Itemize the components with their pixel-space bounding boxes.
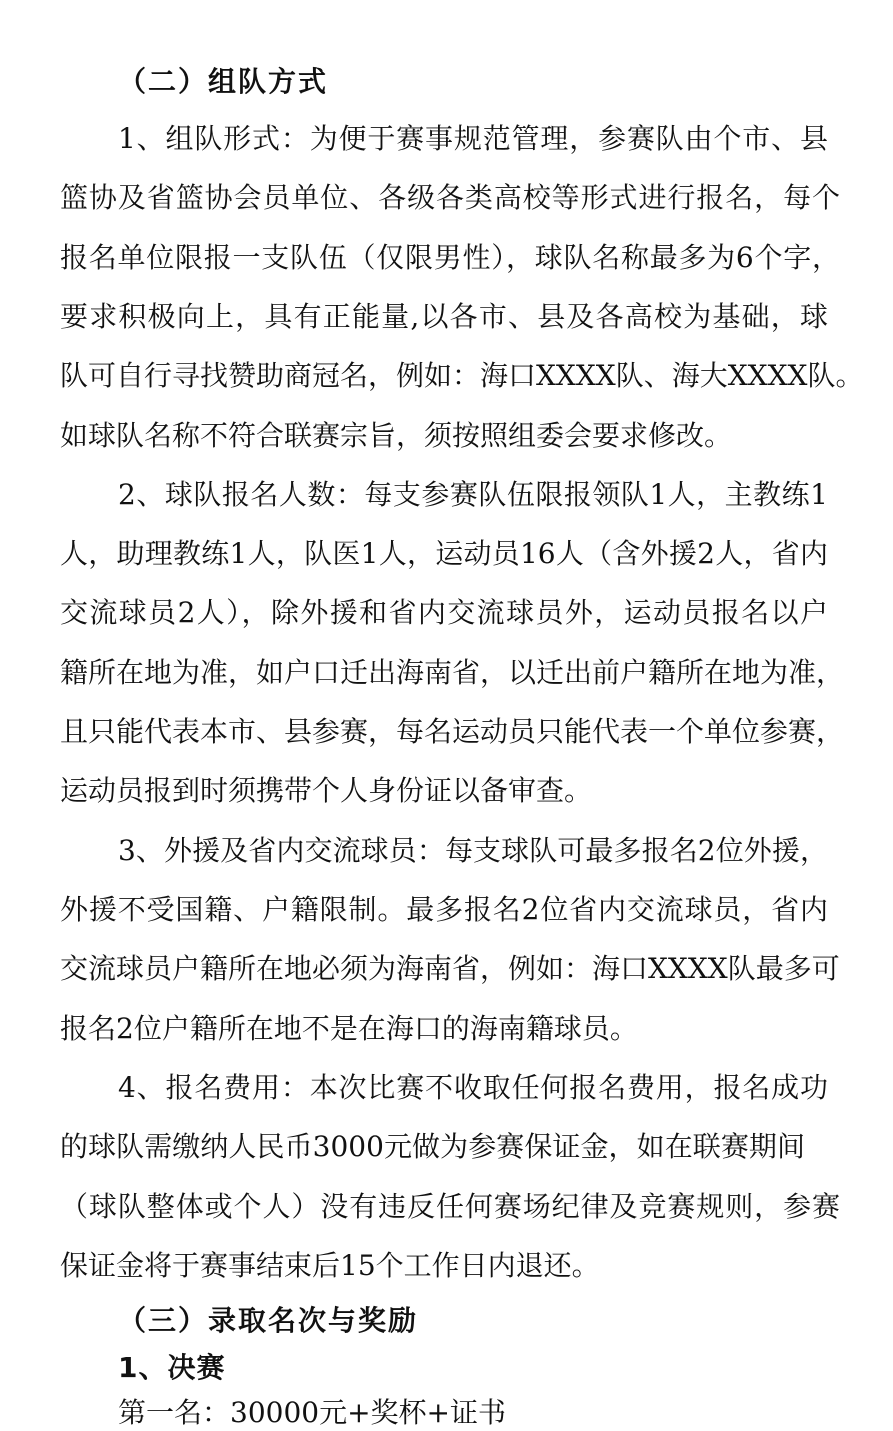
paragraph-line: 队可自行寻找赞助商冠名，例如：海口XXXX队、海大XXXX队。 [60, 359, 864, 392]
section-heading: （二）组队方式 [118, 65, 329, 98]
paragraph-line: 要求积极向上，具有正能量,以各市、县及各高校为基础，球 [60, 300, 828, 333]
paragraph-line: 交流球员2人），除外援和省内交流球员外，运动员报名以户 [60, 596, 828, 629]
sub-heading: 1、决赛 [118, 1351, 226, 1384]
paragraph-line: 交流球员户籍所在地必须为海南省，例如：海口XXXX队最多可 [60, 952, 840, 985]
paragraph-line: 运动员报到时须携带个人身份证以备审查。 [60, 774, 593, 807]
paragraph-line: 如球队名称不符合联赛宗旨，须按照组委会要求修改。 [60, 419, 733, 452]
prize-line: 第一名：30000元+奖杯+证书 [118, 1396, 506, 1429]
paragraph-line: 人，助理教练1人，队医1人，运动员16人（含外援2人，省内 [60, 537, 828, 570]
paragraph-line: 外援不受国籍、户籍限制。最多报名2位省内交流球员，省内 [60, 893, 828, 926]
paragraph-line: 报名2位户籍所在地不是在海口的海南籍球员。 [60, 1012, 638, 1045]
paragraph-line: （球队整体或个人）没有违反任何赛场纪律及竞赛规则，参赛 [60, 1190, 840, 1223]
section-heading: （三）录取名次与奖励 [118, 1304, 419, 1337]
paragraph-line: 篮协及省篮协会员单位、各级各类高校等形式进行报名，每个 [60, 181, 840, 214]
paragraph-line: 籍所在地为准，如户口迁出海南省，以迁出前户籍所在地为准， [60, 656, 845, 689]
paragraph-line: 2、球队报名人数：每支参赛队伍限报领队1人，主教练1 [118, 478, 828, 511]
paragraph-line: 保证金将于赛事结束后15个工作日内退还。 [60, 1249, 600, 1282]
paragraph-line: 3、外援及省内交流球员：每支球队可最多报名2位外援， [118, 834, 828, 867]
paragraph-line: 的球队需缴纳人民币3000元做为参赛保证金，如在联赛期间 [60, 1130, 805, 1163]
paragraph-line: 报名单位限报一支队伍（仅限男性），球队名称最多为6个字， [60, 241, 840, 274]
paragraph-line: 4、报名费用：本次比赛不收取任何报名费用，报名成功 [118, 1071, 828, 1104]
paragraph-line: 且只能代表本市、县参赛，每名运动员只能代表一个单位参赛， [60, 715, 845, 748]
paragraph-line: 1、组队形式：为便于赛事规范管理，参赛队由个市、县 [118, 122, 828, 155]
